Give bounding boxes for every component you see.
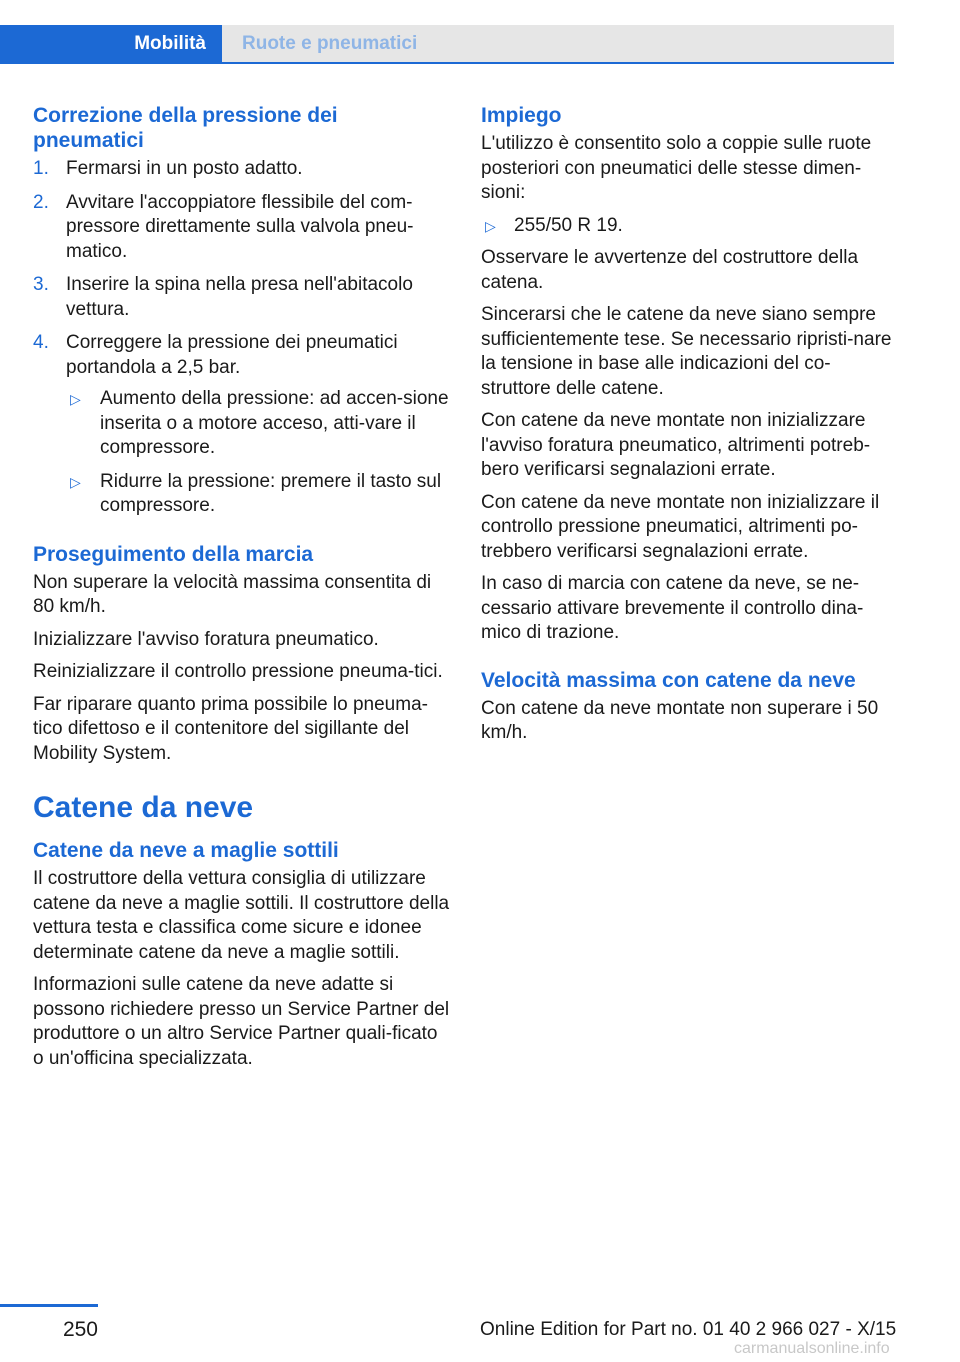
step-item [33,191,450,265]
right-column [481,103,899,754]
footer-rule [0,1304,98,1307]
paragraph: Osservare le avvertenze del costruttore della catena. [481,247,859,293]
tire-size-list [481,214,899,239]
paragraph: Informazioni sulle catene da neve adatte si possono richiedere presso un Service Partner del produttore o un altro Service Partner quali-ficato o un'officina specializzata. [33,974,450,1069]
step-text: Avvitare l'accoppiatore flessibile del com-pressore direttamente sulla valvola pneu-matico. [66,191,414,262]
section-tab: Mobilità [0,25,222,62]
edition-note: Online Edition for Part no. 01 40 2 966 027 - X/15 [480,1319,897,1340]
spacer [33,528,450,542]
heading-max-speed: Velocità massima con catene da neve [481,668,856,692]
left-column [33,103,450,1079]
triangle-bullet-icon: ▷ [70,473,81,490]
watermark: carmanualsonline.info [734,1340,890,1357]
step4-bullets [66,387,450,519]
paragraph: Sincerarsi che le catene da neve siano sempre sufficientemente tese. Se necessario ripristi-nare la tensione in base alle indicazioni del co-struttore delle catene. [481,304,892,399]
correction-steps [33,157,450,519]
paragraph: Far riparare quanto prima possibile lo pneuma-tico difettoso e il contenitore del sigillante del Mobility System. [33,693,428,764]
page-header [0,0,960,64]
triangle-bullet-icon: ▷ [485,217,496,234]
heading-use: Impiego [481,104,562,127]
paragraph: L'utilizzo è consentito solo a coppie sulle ruote posteriori con pneumatici delle stesse dimen-sioni: [481,133,872,203]
bullet-item [481,214,899,239]
paragraph: Con catene da neve montate non superare i 50 km/h. [481,697,879,743]
triangle-bullet-icon: ▷ [70,391,81,407]
paragraph: Il costruttore della vettura consiglia di utilizzare catene da neve a maglie sottili. Il costruttore della vettura testa e classifica come sicure e idonee determinate catene da neve a maglie sottili. [33,868,450,963]
paragraph: Con catene da neve montate non inizializzare il controllo pressione pneumatici, altrimenti po-trebbero verificarsi segnalazioni errate. [481,491,880,562]
heading-thin-chains: Catene da neve a maglie sottili [33,839,339,862]
step-item [33,331,450,519]
step-text: Fermarsi in un posto adatto. [66,158,303,179]
step-text: Inserire la spina nella presa nell'abitacolo vettura. [66,274,413,320]
bullet-text: Aumento della pressione: ad accen-sione inserita o a motore acceso, atti-vare il compressore. [100,388,449,458]
paragraph: Reinizializzare il controllo pressione pneuma-tici. [33,661,443,682]
step-text: Correggere la pressione dei pneumatici portandola a 2,5 bar. [66,332,398,378]
paragraph: Inizializzare l'avviso foratura pneumatico. [33,628,379,650]
step-number: 2. [33,191,49,213]
header-rule [0,62,894,64]
step-item [33,273,450,322]
paragraph: In caso di marcia con catene da neve, se ne-cessario attivare brevemente il controllo dina-mico di trazione. [481,573,864,643]
step-item [33,157,450,182]
chapter-tab: Ruote e pneumatici [222,25,894,62]
bullet-item [66,387,450,461]
paragraph: Non superare la velocità massima consentita di 80 km/h. [33,571,432,617]
heading-continue-driving: Proseguimento della marcia [33,542,314,566]
paragraph: Con catene da neve montate non inizializzare l'avviso foratura pneumatico, altrimenti potreb-bero verificarsi segnalazioni errate. [481,410,871,480]
spacer [481,654,899,668]
step-number: 1. [33,158,49,179]
bullet-text: Ridurre la pressione: premere il tasto sul compressore. [100,470,442,516]
page-number: 250 [62,1318,98,1341]
heading-pressure-correction: Correzione della pressione dei pneumatici [33,104,338,152]
step-number: 3. [33,274,49,295]
tire-size: 255/50 R 19. [514,214,623,236]
step-number: 4. [33,332,49,353]
bullet-item [66,470,450,519]
chapter-title: Catene da neve [33,791,254,824]
